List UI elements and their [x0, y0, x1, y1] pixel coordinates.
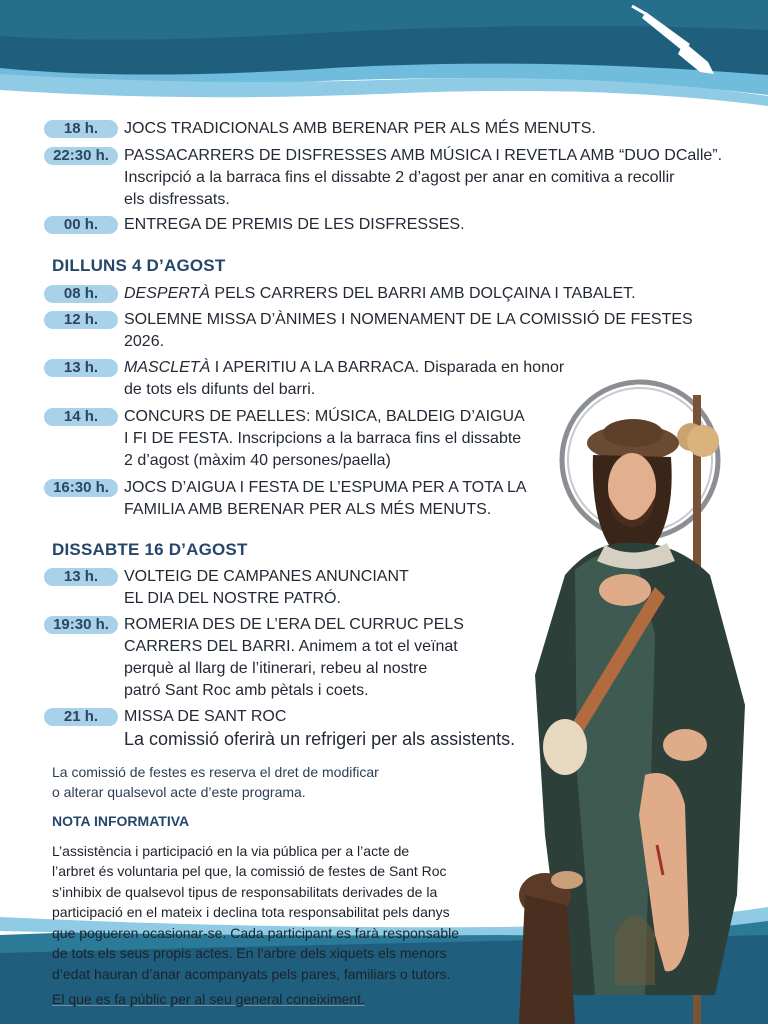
event-row	[44, 309, 693, 350]
nota-heading: NOTA INFORMATIVA	[52, 813, 190, 829]
event-text: La comissió oferirà un refrigeri per als assistents.	[124, 729, 516, 749]
nota-line: que pogueren ocasionar-se. Cada participant es farà responsable	[52, 925, 460, 941]
event-row	[44, 614, 464, 699]
time-badge: 21 h.	[44, 708, 118, 726]
event-row	[44, 406, 525, 469]
event-text: els disfressats.	[124, 191, 230, 208]
event-text: VOLTEIG DE CAMPANES ANUNCIANT	[124, 568, 409, 585]
event-text: 2 d’agost (màxim 40 persones/paella)	[124, 452, 391, 469]
nota-line: d’edat hauran d’anar acompanyats pels pares, familiars o tutors.	[52, 966, 451, 982]
event-text: CONCURS DE PAELLES: MÚSICA, BALDEIG D’AIGUA	[124, 408, 525, 425]
event-text: patró Sant Roc amb pètals i coets.	[124, 682, 369, 699]
disclaimer-line: La comissió de festes es reserva el dret de modificar	[52, 764, 379, 780]
nota-line: L’assistència i participació en la via pública per a l’acte de	[52, 843, 410, 859]
event-text: ENTREGA DE PREMIS DE LES DISFRESSES.	[124, 216, 465, 233]
nota-line: l’arbret és voluntaria pel que, la comissió de festes de Sant Roc	[52, 863, 447, 879]
event-text: FAMILIA AMB BERENAR PER ALS MÉS MENUTS.	[124, 501, 492, 518]
event-text: 2026.	[124, 333, 165, 350]
event-emphasis: DESPERTÀ	[124, 285, 210, 302]
time-badge: 14 h.	[44, 408, 118, 426]
event-text: Inscripció a la barraca fins el dissabte 2 d’agost per anar en comitiva a recollir	[124, 169, 675, 186]
event-text	[124, 283, 636, 305]
time-badge: 22:30 h.	[44, 147, 118, 165]
time-badge: 00 h.	[44, 216, 118, 234]
event-text: MISSA DE SANT ROC	[124, 708, 287, 725]
event-text: JOCS D’AIGUA I FESTA DE L’ESPUMA PER A TOTA LA	[124, 479, 527, 496]
event-row	[44, 214, 465, 234]
event-text: ROMERIA DES DE L’ERA DEL CURRUC PELS	[124, 616, 464, 633]
nota-line: de tots els seus propis actes. En l’arbre dels xiquets els menors	[52, 945, 447, 961]
event-text: SOLEMNE MISSA D’ÀNIMES I NOMENAMENT DE LA COMISSIÓ DE FESTES	[124, 311, 693, 328]
time-badge: 12 h.	[44, 311, 118, 329]
event-row	[44, 477, 527, 518]
event-row	[44, 357, 565, 398]
event-emphasis: MASCLETÀ	[124, 359, 211, 376]
day-heading: DISSABTE 16 D’AGOST	[52, 540, 248, 559]
event-row	[44, 283, 636, 303]
disclaimer-line: o alterar qualsevol acte d’este programa.	[52, 784, 306, 800]
time-badge: 18 h.	[44, 120, 118, 138]
time-badge: 08 h.	[44, 285, 118, 303]
nota-line: s’inhibix de qualsevol tipus de responsabilitats derivades de la	[52, 884, 438, 900]
event-text: I FI DE FESTA. Inscripcions a la barraca fins el dissabte	[124, 430, 522, 447]
time-badge: 13 h.	[44, 568, 118, 586]
time-badge: 13 h.	[44, 359, 118, 377]
event-rest: I APERITIU A LA BARRACA. Disparada en honor	[210, 359, 565, 376]
event-row	[44, 118, 596, 138]
time-badge: 19:30 h.	[44, 616, 118, 634]
event-text: de tots els difunts del barri.	[124, 381, 316, 398]
closing-statement: El que es fa públic per al seu general coneiximent.	[52, 991, 365, 1007]
event-row	[44, 706, 516, 749]
event-text: PASSACARRERS DE DISFRESSES AMB MÚSICA I REVETLA AMB “DUO DCalle”.	[124, 147, 723, 164]
event-text: EL DIA DEL NOSTRE PATRÓ.	[124, 590, 341, 607]
event-text: JOCS TRADICIONALS AMB BERENAR PER ALS MÉS MENUTS.	[124, 120, 596, 137]
event-text: perquè al llarg de l’itinerari, rebeu al nostre	[124, 660, 428, 677]
time-badge: 16:30 h.	[44, 479, 118, 497]
event-text: CARRERS DEL BARRI. Animem a tot el veïnat	[124, 638, 458, 655]
event-row	[44, 566, 409, 607]
event-row	[44, 145, 723, 208]
nota-line: participació en el mateix i declina tota responsabilitat pels danys	[52, 904, 450, 920]
event-text	[124, 357, 564, 379]
event-rest: PELS CARRERS DEL BARRI AMB DOLÇAINA I TABALET.	[209, 285, 636, 302]
day-heading: DILLUNS 4 D’AGOST	[52, 256, 226, 275]
